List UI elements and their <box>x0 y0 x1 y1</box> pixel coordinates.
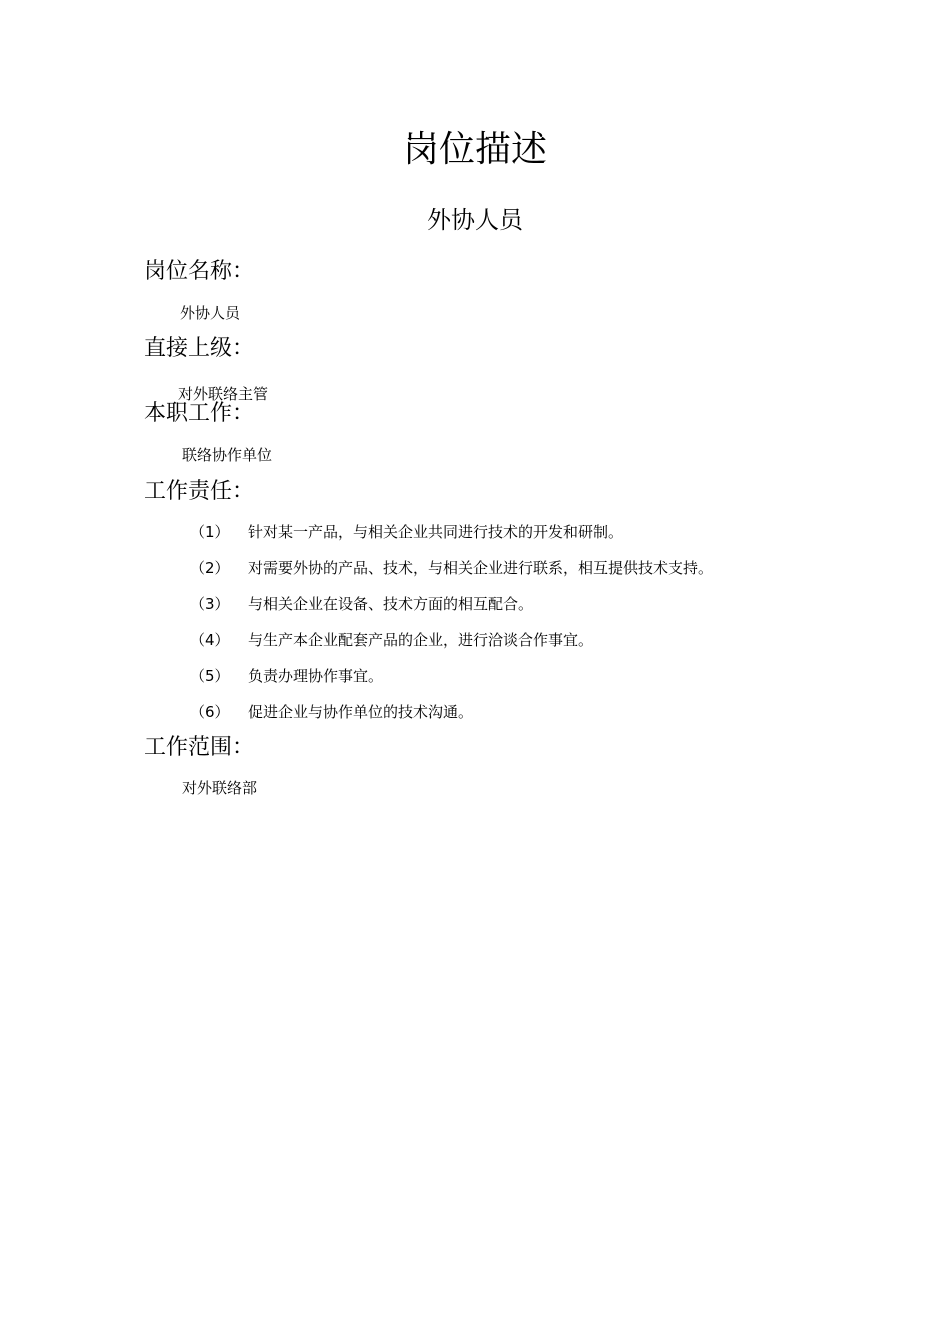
duty-text: 负责办理协作事宜。 <box>248 667 384 685</box>
document-title: 岗位描述 <box>402 129 547 170</box>
duty-number: （3） <box>190 595 230 613</box>
main-work-heading: 本职工作： <box>144 401 255 426</box>
duty-text: 促进企业与协作单位的技术沟通。 <box>248 703 474 721</box>
duty-number: （1） <box>190 523 230 541</box>
duty-text: 与生产本企业配套产品的企业，进行洽谈合作事宜。 <box>248 631 594 649</box>
responsibilities-heading: 工作责任： <box>144 479 255 504</box>
position-name-value: 外协人员 <box>180 304 241 322</box>
duty-number: （4） <box>190 631 230 649</box>
duty-text: 针对某一产品，与相关企业共同进行技术的开发和研制。 <box>248 523 624 541</box>
supervisor-heading: 直接上级： <box>144 336 255 361</box>
position-name-heading: 岗位名称： <box>144 259 255 284</box>
document-subtitle: 外协人员 <box>427 206 523 234</box>
scope-value: 对外联络部 <box>182 779 258 797</box>
duty-number: （5） <box>190 667 230 685</box>
scope-heading: 工作范围： <box>144 735 255 760</box>
duty-text: 对需要外协的产品、技术，与相关企业进行联系，相互提供技术支持。 <box>248 559 714 577</box>
duty-number: （2） <box>190 559 230 577</box>
duty-number: （6） <box>190 703 230 721</box>
main-work-value: 联络协作单位 <box>182 446 273 464</box>
duty-text: 与相关企业在设备、技术方面的相互配合。 <box>248 595 534 613</box>
supervisor-value: 对外联络主管 <box>178 385 269 403</box>
